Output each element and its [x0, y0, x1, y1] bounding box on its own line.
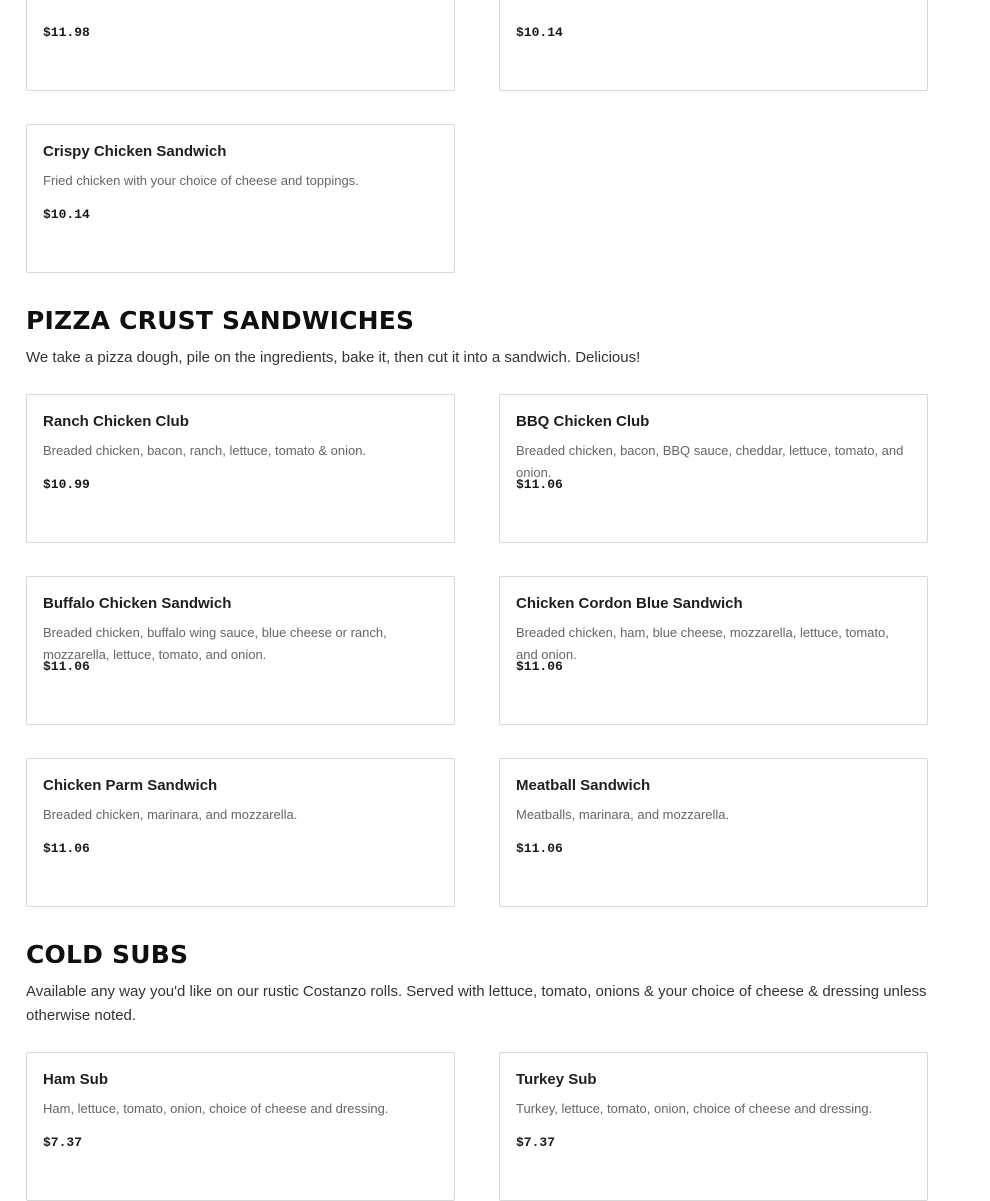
menu-item-name: Ham Sub	[43, 1071, 109, 1088]
menu-item-card[interactable]	[499, 576, 928, 725]
menu-item-price: $11.06	[43, 659, 90, 674]
menu-item-price: $11.98	[43, 25, 90, 40]
menu-item-name: Meatball Sandwich	[516, 777, 651, 794]
menu-item-card[interactable]	[499, 758, 928, 907]
menu-item-description: Meatballs, marinara, and mozzarella.	[516, 807, 730, 822]
menu-item-name: Buffalo Chicken Sandwich	[43, 595, 232, 612]
menu-item-card[interactable]	[499, 1052, 928, 1201]
menu-item-name: Ranch Chicken Club	[43, 413, 189, 430]
menu-item-description: Breaded chicken, bacon, ranch, lettuce, tomato & onion.	[43, 443, 367, 458]
menu-item-price: $10.14	[516, 25, 563, 40]
menu-item-description: Breaded chicken, ham, blue cheese, mozzarella, lettuce, tomato, and onion.	[516, 625, 889, 662]
menu-item-description: Ham, lettuce, tomato, onion, choice of cheese and dressing.	[43, 1101, 389, 1116]
menu-item-name: Chicken Parm Sandwich	[43, 777, 218, 794]
menu-item-price: $10.99	[43, 477, 90, 492]
menu-item-description: Breaded chicken, buffalo wing sauce, blue cheese or ranch, mozzarella, lettuce, tomato, and onion.	[43, 625, 387, 662]
menu-item-price: $11.06	[516, 841, 563, 856]
menu-item-description: Breaded chicken, marinara, and mozzarella.	[43, 807, 298, 822]
menu-item-name: Crispy Chicken Sandwich	[43, 143, 227, 160]
menu-item-price: $11.06	[516, 659, 563, 674]
menu-item-price: $11.06	[516, 477, 563, 492]
menu-item-price: $11.06	[43, 841, 90, 856]
menu-item-price: $10.14	[43, 207, 90, 222]
menu-item-card[interactable]	[26, 758, 455, 907]
menu-item-price: $7.37	[516, 1135, 556, 1150]
menu-item-card[interactable]	[499, 394, 928, 543]
menu-item-card[interactable]	[26, 576, 455, 725]
section-description: Available any way you'd like on our rustic Costanzo rolls. Served with lettuce, tomato, onions & your choice of cheese & dressing unless otherwise noted.	[26, 983, 927, 1024]
menu-item-name: Turkey Sub	[516, 1071, 597, 1088]
section-title: COLD SUBS	[26, 940, 189, 969]
menu-item-description: Turkey, lettuce, tomato, onion, choice of cheese and dressing.	[516, 1101, 873, 1116]
menu-item-card[interactable]	[26, 0, 455, 91]
section-title: PIZZA CRUST SANDWICHES	[26, 306, 415, 335]
menu-item-card[interactable]	[26, 394, 455, 543]
menu-item-card[interactable]	[499, 0, 928, 91]
section-description: We take a pizza dough, pile on the ingredients, bake it, then cut it into a sandwich. Delicious!	[26, 349, 641, 366]
menu-item-price: $7.37	[43, 1135, 83, 1150]
menu-item-card[interactable]	[26, 1052, 455, 1201]
menu-item-name: Chicken Cordon Blue Sandwich	[516, 595, 743, 612]
menu-item-name: BBQ Chicken Club	[516, 413, 650, 430]
menu-item-card[interactable]	[26, 124, 455, 273]
menu-item-description: Fried chicken with your choice of cheese and toppings.	[43, 173, 359, 188]
menu-item-description: Breaded chicken, bacon, BBQ sauce, cheddar, lettuce, tomato, and onion.	[516, 443, 904, 480]
